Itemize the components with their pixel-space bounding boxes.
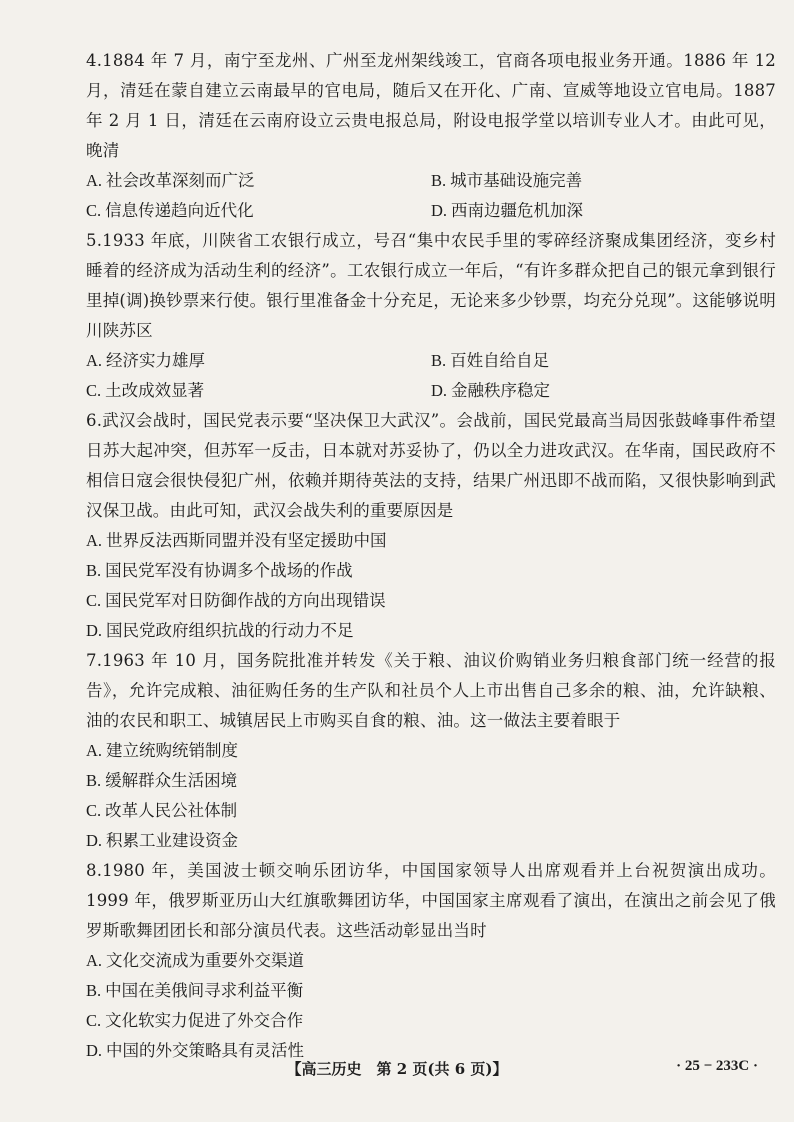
answer-option [86,556,776,586]
answer-option [86,826,776,856]
answer-option [86,376,431,406]
option-letter: D. [86,831,103,850]
option-letter: B. [431,171,447,190]
question-list [86,46,776,1066]
option-letter: D. [431,201,448,220]
option-text: 缓解群众生活困境 [105,771,238,790]
option-text: 中国在美俄间寻求利益平衡 [105,981,304,1000]
option-text: 西南边疆危机加深 [451,201,584,220]
option-letter: C. [86,591,102,610]
footer-paper-code: · 25 − 233C · [676,1058,758,1074]
option-text: 城市基础设施完善 [450,171,583,190]
option-letter: B. [86,771,102,790]
question-stem: 8.1980 年，美国波士顿交响乐团访华，中国国家领导人出席观看并上台祝贺演出成功。1999 年，俄罗斯亚历山大红旗歌舞团访华，中国国家主席观看了演出，在演出之前会见了俄罗斯歌舞团团长和部分演员代表。这些活动彰显出当时 [86,861,776,940]
option-letter: A. [86,531,103,550]
footer-page-info: 【高三历史 第 2 页(共 6 页)】 [286,1060,508,1078]
option-text: 国民党军对日防御作战的方向出现错误 [105,591,386,610]
option-text: 经济实力雄厚 [106,351,206,370]
option-text: 国民党军没有协调多个战场的作战 [105,561,353,580]
option-text: 改革人民公社体制 [105,801,238,820]
option-text: 土改成效显著 [105,381,205,400]
option-letter: C. [86,381,102,400]
page-footer [0,1058,794,1086]
question-block [86,226,776,406]
option-list [86,946,776,1066]
option-list [86,166,776,226]
option-text: 积累工业建设资金 [106,831,239,850]
question-stem: 7.1963 年 10 月，国务院批准并转发《关于粮、油议价购销业务归粮食部门统一经营的报告》，允许完成粮、油征购任务的生产队和社员个人上市出售自己多余的粮、油，允许缺粮、油的农民和职工、城镇居民上市购买自食的粮、油。这一做法主要着眼于 [86,651,776,730]
option-letter: D. [86,1041,103,1060]
option-letter: A. [86,351,103,370]
question-block [86,46,776,226]
option-letter: B. [431,351,447,370]
option-text: 文化软实力促进了外交合作 [105,1011,304,1030]
question-block [86,646,776,856]
option-list [86,526,776,646]
answer-option [431,196,776,226]
question-stem: 5.1933 年底，川陕省工农银行成立，号召“集中农民手里的零碎经济聚成集团经济，变乡村睡着的经济成为活动生利的经济”。工农银行成立一年后，“有许多群众把自己的银元拿到银行里掉(调)换钞票来行使。银行里准备金十分充足，无论来多少钞票，均充分兑现”。这能够说明川陕苏区 [86,231,776,340]
answer-option [86,946,776,976]
option-text: 文化交流成为重要外交渠道 [106,951,305,970]
option-letter: C. [86,201,102,220]
option-letter: C. [86,801,102,820]
option-text: 建立统购统销制度 [106,741,239,760]
answer-option [86,526,776,556]
option-text: 金融秩序稳定 [451,381,551,400]
option-letter: C. [86,1011,102,1030]
answer-option [86,796,776,826]
option-text: 世界反法西斯同盟并没有坚定援助中国 [106,531,387,550]
answer-option [86,196,431,226]
question-stem: 6.武汉会战时，国民党表示要“坚决保卫大武汉”。会战前，国民党最高当局因张鼓峰事件希望日苏大起冲突，但苏军一反击，日本就对苏妥协了，仍以全力进攻武汉。在华南，国民政府不相信日寇会很快侵犯广州，依赖并期待英法的支持，结果广州迅即不战而陷，又很快影响到武汉保卫战。由此可知，武汉会战失利的重要原因是 [86,411,776,520]
answer-option [431,166,776,196]
option-list [86,736,776,856]
answer-option [86,166,431,196]
answer-option [86,766,776,796]
option-letter: A. [86,951,103,970]
answer-option [431,376,776,406]
question-block [86,856,776,1066]
option-letter: A. [86,171,103,190]
option-letter: D. [431,381,448,400]
question-stem: 4.1884 年 7 月，南宁至龙州、广州至龙州架线竣工，官商各项电报业务开通。1886 年 12 月，清廷在蒙自建立云南最早的官电局，随后又在开化、广南、宣威等地设立官电局。1887 年 2 月 1 日，清廷在云南府设立云贵电报总局，附设电报学堂以培训专业人才。由此可见，晚清 [86,51,776,160]
option-letter: B. [86,561,102,580]
answer-option [431,346,776,376]
answer-option [86,1006,776,1036]
answer-option [86,346,431,376]
answer-option [86,976,776,1006]
option-text: 国民党政府组织抗战的行动力不足 [106,621,354,640]
option-letter: D. [86,621,103,640]
answer-option [86,616,776,646]
question-block [86,406,776,646]
option-text: 信息传递趋向近代化 [105,201,254,220]
answer-option [86,736,776,766]
option-letter: B. [86,981,102,1000]
option-text: 中国的外交策略具有灵活性 [106,1041,305,1060]
option-list [86,346,776,406]
answer-option [86,586,776,616]
option-letter: A. [86,741,103,760]
option-text: 百姓自给自足 [450,351,550,370]
option-text: 社会改革深刻而广泛 [106,171,255,190]
